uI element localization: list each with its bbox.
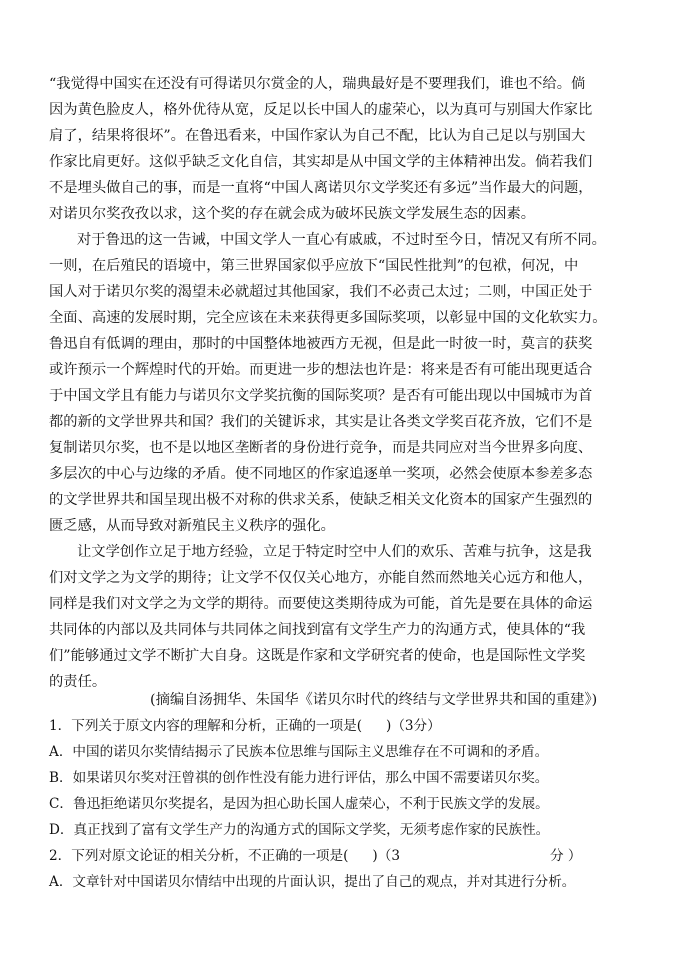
text-line: 不是埋头做自己的事，而是一直将“中国人离诺贝尔文学奖还有多远”当作最大的问题， bbox=[49, 180, 593, 196]
text-line: 同样是我们对文学之为文学的期待。而要使这类期待成为可能，首先是要在具体的命运 bbox=[49, 596, 593, 612]
question-2-stem-points: )（3 bbox=[372, 848, 400, 864]
text-line: 都的新的文学世界共和国？我们的关键诉求，其实是让各类文学奖百花齐放，它们不是 bbox=[49, 414, 593, 430]
text-line: 们对文学之为文学的期待；让文学不仅仅关心地方，亦能自然而然地关心远方和他人， bbox=[49, 570, 593, 586]
text-line: 共同体的内部以及共同体与共同体之间找到富有文学生产力的沟通方式，使具体的“我 bbox=[49, 622, 586, 638]
question-1-stem-points: )（3分） bbox=[386, 718, 441, 734]
text-line: 鲁迅自有低调的理由，那时的中国整体地被西方无视，但是此一时彼一时，莫言的获奖 bbox=[49, 336, 593, 352]
text-line: 于中国文学且有能力与诺贝尔文学奖抗衡的国际奖项？是否有可能出现以中国城市为首 bbox=[49, 388, 593, 404]
text-line: 的文学世界共和国呈现出极不对称的供求关系，使缺乏相关文化资本的国家产生强烈的 bbox=[49, 492, 593, 508]
text-line: 对诺贝尔奖孜孜以求，这个奖的存在就会成为破坏民族文学发展生态的因素。 bbox=[49, 206, 536, 222]
text-line: 肩了，结果将很坏”。在鲁迅看来，中国作家认为自己不配，比认为自己足以与别国大 bbox=[49, 128, 586, 144]
question-1-option-a: A．中国的诺贝尔奖情结揭示了民族本位思维与国际主义思维存在不可调和的矛盾。 bbox=[49, 744, 549, 760]
text-line: 们”能够通过文学不断扩大自身。这既是作家和文学研究者的使命，也是国际性文学奖 bbox=[49, 648, 586, 664]
text-line: 的责任。 bbox=[49, 674, 107, 690]
question-1-option-c: C．鲁迅拒绝诺贝尔奖提名，是因为担心助长国人虚荣心，不利于民族文学的发展。 bbox=[49, 796, 549, 812]
text-line: 一则，在后殖民的语境中，第三世界国家似乎应放下“国民性批判”的包袱，何况，中 bbox=[49, 258, 579, 274]
question-2-stem-text: 2．下列对原文论证的相关分析，不正确的一项是( bbox=[49, 848, 349, 864]
source-citation: (摘编自汤拥华、朱国华《诺贝尔时代的终结与文学世界共和国的重建》) bbox=[150, 692, 598, 708]
text-line: “我觉得中国实在还没有可得诺贝尔赏金的人，瑞典最好是不要理我们，谁也不给。倘 bbox=[49, 76, 586, 92]
question-2-option-a: A．文章针对中国诺贝尔情结中出现的片面认识，提出了自己的观点，并对其进行分析。 bbox=[49, 874, 576, 890]
text-line: 匮乏感，从而导致对新殖民主义秩序的强化。 bbox=[49, 518, 335, 534]
question-1-stem-text: 1．下列关于原文内容的理解和分析，正确的一项是( bbox=[49, 718, 363, 734]
question-2-stem-points-suffix: 分 ） bbox=[549, 848, 582, 864]
text-line: 因为黄色脸皮人，格外优待从宽，反足以长中国人的虚荣心，以为真可与别国大作家比 bbox=[49, 102, 593, 118]
text-line: 或许预示一个辉煌时代的开始。而更进一步的想法也许是：将来是否有可能出现更适合 bbox=[49, 362, 593, 378]
question-1-stem bbox=[49, 717, 441, 735]
text-line: 全面、高速的发展时期，完全应该在未来获得更多国际奖项，以彰显中国的文化软实力。 bbox=[49, 310, 607, 326]
text-line: 作家比肩更好。这似乎缺乏文化自信，其实却是从中国文学的主体精神出发。倘若我们 bbox=[49, 154, 593, 170]
text-line: 国人对于诺贝尔奖的渴望未必就超过其他国家，我们不必责己太过；二则，中国正处于 bbox=[49, 284, 593, 300]
question-2-stem bbox=[49, 847, 581, 865]
text-line: 对于鲁迅的这一告诫，中国文学人一直心有戚戚，不过时至今日，情况又有所不同。 bbox=[77, 232, 606, 248]
text-line: 复制诺贝尔奖，也不是以地区垄断者的身份进行竞争，而是共同应对当今世界多向度、 bbox=[49, 440, 593, 456]
text-line: 让文学创作立足于地方经验，立足于特定时空中人们的欢乐、苦难与抗争，这是我 bbox=[77, 544, 592, 560]
question-1-option-d: D．真正找到了富有文学生产力的沟通方式的国际文学奖，无须考虑作家的民族性。 bbox=[49, 822, 550, 838]
question-1-option-b: B．如果诺贝尔奖对汪曾祺的创作性没有能力进行评估，那么中国不需要诺贝尔奖。 bbox=[49, 770, 549, 786]
text-line: 多层次的中心与边缘的矛盾。使不同地区的作家追逐单一奖项，必然会使原本参差多态 bbox=[49, 466, 593, 482]
